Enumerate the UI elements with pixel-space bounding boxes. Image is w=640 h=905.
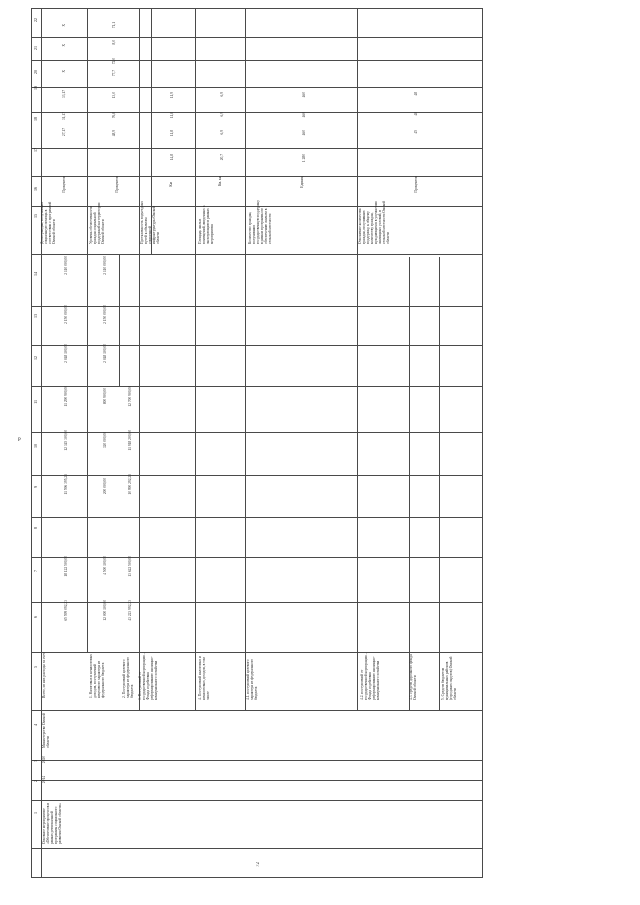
indicator-c21: 6,9 xyxy=(220,92,224,97)
grid-line xyxy=(31,8,483,9)
col-num: 1 xyxy=(33,812,38,814)
cell-total-c10: 11 596 395,23 xyxy=(64,474,68,495)
indicator-c19: 45 xyxy=(414,130,418,134)
col-num: 17 xyxy=(33,148,38,152)
indicator-c20: 48 xyxy=(414,112,418,116)
grid-line xyxy=(31,8,32,878)
indicator-c21: 13,0 xyxy=(112,92,116,99)
year-end: 2020 xyxy=(42,756,46,764)
indicator-c21: 48 xyxy=(414,92,418,96)
grid-line xyxy=(31,254,483,255)
row-label-2: 2. Поступлений целевого характера из федерального бюджета xyxy=(122,656,134,698)
cell-r1-c14: 2 150 000,00 xyxy=(103,305,107,324)
indicator-c21: 33,17 xyxy=(62,90,66,99)
grid-line xyxy=(31,517,483,518)
cell-total-c15: 2 110 000,00 xyxy=(64,256,68,275)
col-num: 20 xyxy=(33,70,38,74)
indicator-c24: X xyxy=(62,24,66,27)
row-label-42: 4.2. поступлений от государственной корпорации – Фонда содействия реформированию жилищно-коммунального хозяйства xyxy=(360,652,380,700)
grid-line xyxy=(31,37,483,38)
indicator-c18: 14,8 xyxy=(170,154,174,161)
grid-line xyxy=(31,386,483,387)
col-num: 11 xyxy=(33,400,38,404)
grid-line xyxy=(31,780,483,781)
col-num: 12 xyxy=(33,356,38,360)
col-num: 19 xyxy=(33,86,38,90)
indicator-c20: 76,8 xyxy=(112,112,116,119)
cell-r1-c10: 200 000,00 xyxy=(103,478,107,495)
grid-line xyxy=(31,148,483,149)
cell-total-c12: 11 290 900,00 xyxy=(64,386,68,407)
indicator-c22: X xyxy=(62,70,66,73)
indicator-c19: 460 xyxy=(302,130,306,136)
indicator-c23: 72,0 xyxy=(112,58,116,65)
col-num: 9 xyxy=(33,486,38,488)
measure-name: Основное мероприятие «Обеспечение процессов в рамках региональной программы социального развития Омской области» xyxy=(42,802,62,844)
grid-line xyxy=(31,602,483,603)
indicator-name: Протяженность подъездных путей к объектам социальной инфраструктуры Омской области xyxy=(140,200,160,244)
indicator-c26: 71,1 xyxy=(112,22,116,29)
indicator-c24: 8,0 xyxy=(112,40,116,45)
indicator-c20: 6,9 xyxy=(220,112,224,117)
cell-r1-c7: 12 000 100,00 xyxy=(103,600,107,621)
grid-line xyxy=(195,8,196,710)
cell-total-c13: 2 048 100,00 xyxy=(64,344,68,363)
indicator-c22: 77,7 xyxy=(112,70,116,77)
col-num: 13 xyxy=(33,314,38,318)
indicator-unit: Кв. км xyxy=(218,176,222,186)
grid-line xyxy=(439,257,440,710)
col-num: 15 xyxy=(33,214,38,218)
indicator-name: Количество граждан, получивших государственную поддержку в рамках программы по обеспечению жильем в сельской местности xyxy=(248,200,272,244)
cell-r2-c10: 10 990 292,23 xyxy=(128,474,132,495)
cell-r1-c15: 2 110 000,00 xyxy=(103,256,107,275)
executor: Министерство Омской области xyxy=(42,713,50,748)
indicator-unit: Процентов xyxy=(115,176,119,193)
indicator-c21: 460 xyxy=(302,92,306,98)
col-num: 2 xyxy=(33,780,38,782)
grid-line xyxy=(31,306,483,307)
cell-r2-c8: 13 622 500,00 xyxy=(128,556,132,577)
grid-line xyxy=(139,8,140,710)
row-label-3: 3. Поступлений от государственной корпорации – Фонда содействия реформированию жилищно-коммунального хозяйства xyxy=(138,652,158,700)
data-table xyxy=(31,8,483,878)
page-mark: P xyxy=(18,438,21,443)
cell-total-c11: 12 345 300,00 xyxy=(64,430,68,451)
indicator-unit: Процентов xyxy=(414,176,418,193)
indicator-name: Доля граждан, получивших социальную помощь в соответствии с программой Омской области xyxy=(40,201,56,244)
grid-line xyxy=(31,432,483,433)
cell-r2-c7: 43 223 992,23 xyxy=(128,600,132,621)
indicator-name: Уровень обеспеченности граждан социальной поддержкой на территории Омской области xyxy=(89,202,105,244)
cell-r2-c12: 12 700 900,00 xyxy=(128,386,132,407)
indicator-unit: Единиц xyxy=(300,176,304,188)
grid-line xyxy=(31,848,483,849)
grid-line xyxy=(31,760,483,761)
indicator-c18: 20,7 xyxy=(220,154,224,161)
indicator-c23: X xyxy=(62,44,66,47)
row-label-total: Всего, из них расходы за счет: xyxy=(42,651,46,698)
grid-line xyxy=(31,877,483,878)
grid-line xyxy=(31,60,483,61)
grid-line xyxy=(31,475,483,476)
indicator-c19: 6,9 xyxy=(220,130,224,135)
col-num: 14 xyxy=(33,272,38,276)
indicator-c18: 1 280 xyxy=(302,154,306,163)
col-num: 3 xyxy=(33,760,38,762)
grid-line xyxy=(31,557,483,558)
grid-line xyxy=(409,257,410,710)
row-label-43: 4.3. средств дорожного фонда Омской области xyxy=(409,654,417,700)
grid-line xyxy=(87,8,88,652)
row-label-1: 1. Налоговых и неналоговых доходов, поступлений нецелевого характера из федерального бюджета xyxy=(89,654,105,698)
indicator-name: Площадь жилых помещений, введенных в эксплуатацию в рамках мероприятия xyxy=(198,205,214,244)
indicator-c20: 31,17 xyxy=(62,112,66,121)
year-start: 2014 xyxy=(42,776,46,784)
indicator-unit: Процентов xyxy=(62,176,66,193)
cell-r1-c11: 320 000,00 xyxy=(103,432,107,449)
col-num: 18 xyxy=(33,117,38,121)
indicator-unit: Км xyxy=(169,182,173,187)
cell-total-c8: 18 122 500,00 xyxy=(64,556,68,577)
indicator-name: Отношение количества граждан, получивших поддержку, к общему количеству граждан, нуждающихся в улучшении жилищных условий, в сельской местности Омской области xyxy=(358,200,390,244)
col-num: 21 xyxy=(33,46,38,50)
grid-line xyxy=(245,8,246,710)
indicator-c20: 460 xyxy=(302,112,306,118)
grid-line xyxy=(31,710,483,711)
row-label-4: 4. Поступлений налоговых и неналоговых доходов, в том числе xyxy=(198,655,210,700)
grid-line xyxy=(482,8,483,878)
grid-line xyxy=(31,800,483,801)
col-num: 16 xyxy=(33,187,38,191)
indicator-c19: 48,9 xyxy=(112,130,116,137)
indicator-c21: 11,9 xyxy=(170,92,174,99)
grid-line xyxy=(357,8,358,710)
cell-r1-c8: 4 500 100,00 xyxy=(103,556,107,575)
col-num: 7 xyxy=(33,570,38,572)
page-number: 72 xyxy=(256,862,261,867)
cell-r1-c13: 2 048 100,00 xyxy=(103,344,107,363)
cell-total-c14: 2 150 000,00 xyxy=(64,305,68,324)
row-label-41: 4.1. поступлений целевого характера из федерального бюджета xyxy=(246,658,258,700)
row-label-5: 5. Средств бюджетов муниципальных районов (городских округов) Омской области xyxy=(441,656,457,700)
col-num: 6 xyxy=(33,616,38,618)
cell-r1-c12: 800 900,00 xyxy=(103,388,107,405)
cell-total-c7: 65 599 092,23 xyxy=(64,600,68,621)
indicator-c19: 27,17 xyxy=(62,128,66,137)
cell-r2-c11: 11 918 200,00 xyxy=(128,430,132,451)
col-num: 4 xyxy=(33,724,38,726)
indicator-c20: 11,8 xyxy=(170,112,174,119)
indicator-c19: 11,8 xyxy=(170,130,174,137)
grid-line xyxy=(31,87,483,88)
col-num: 8 xyxy=(33,527,38,529)
col-num: 5 xyxy=(33,666,38,668)
grid-line xyxy=(119,254,120,386)
col-num: 22 xyxy=(33,18,38,22)
col-num: 10 xyxy=(33,444,38,448)
grid-line xyxy=(31,345,483,346)
